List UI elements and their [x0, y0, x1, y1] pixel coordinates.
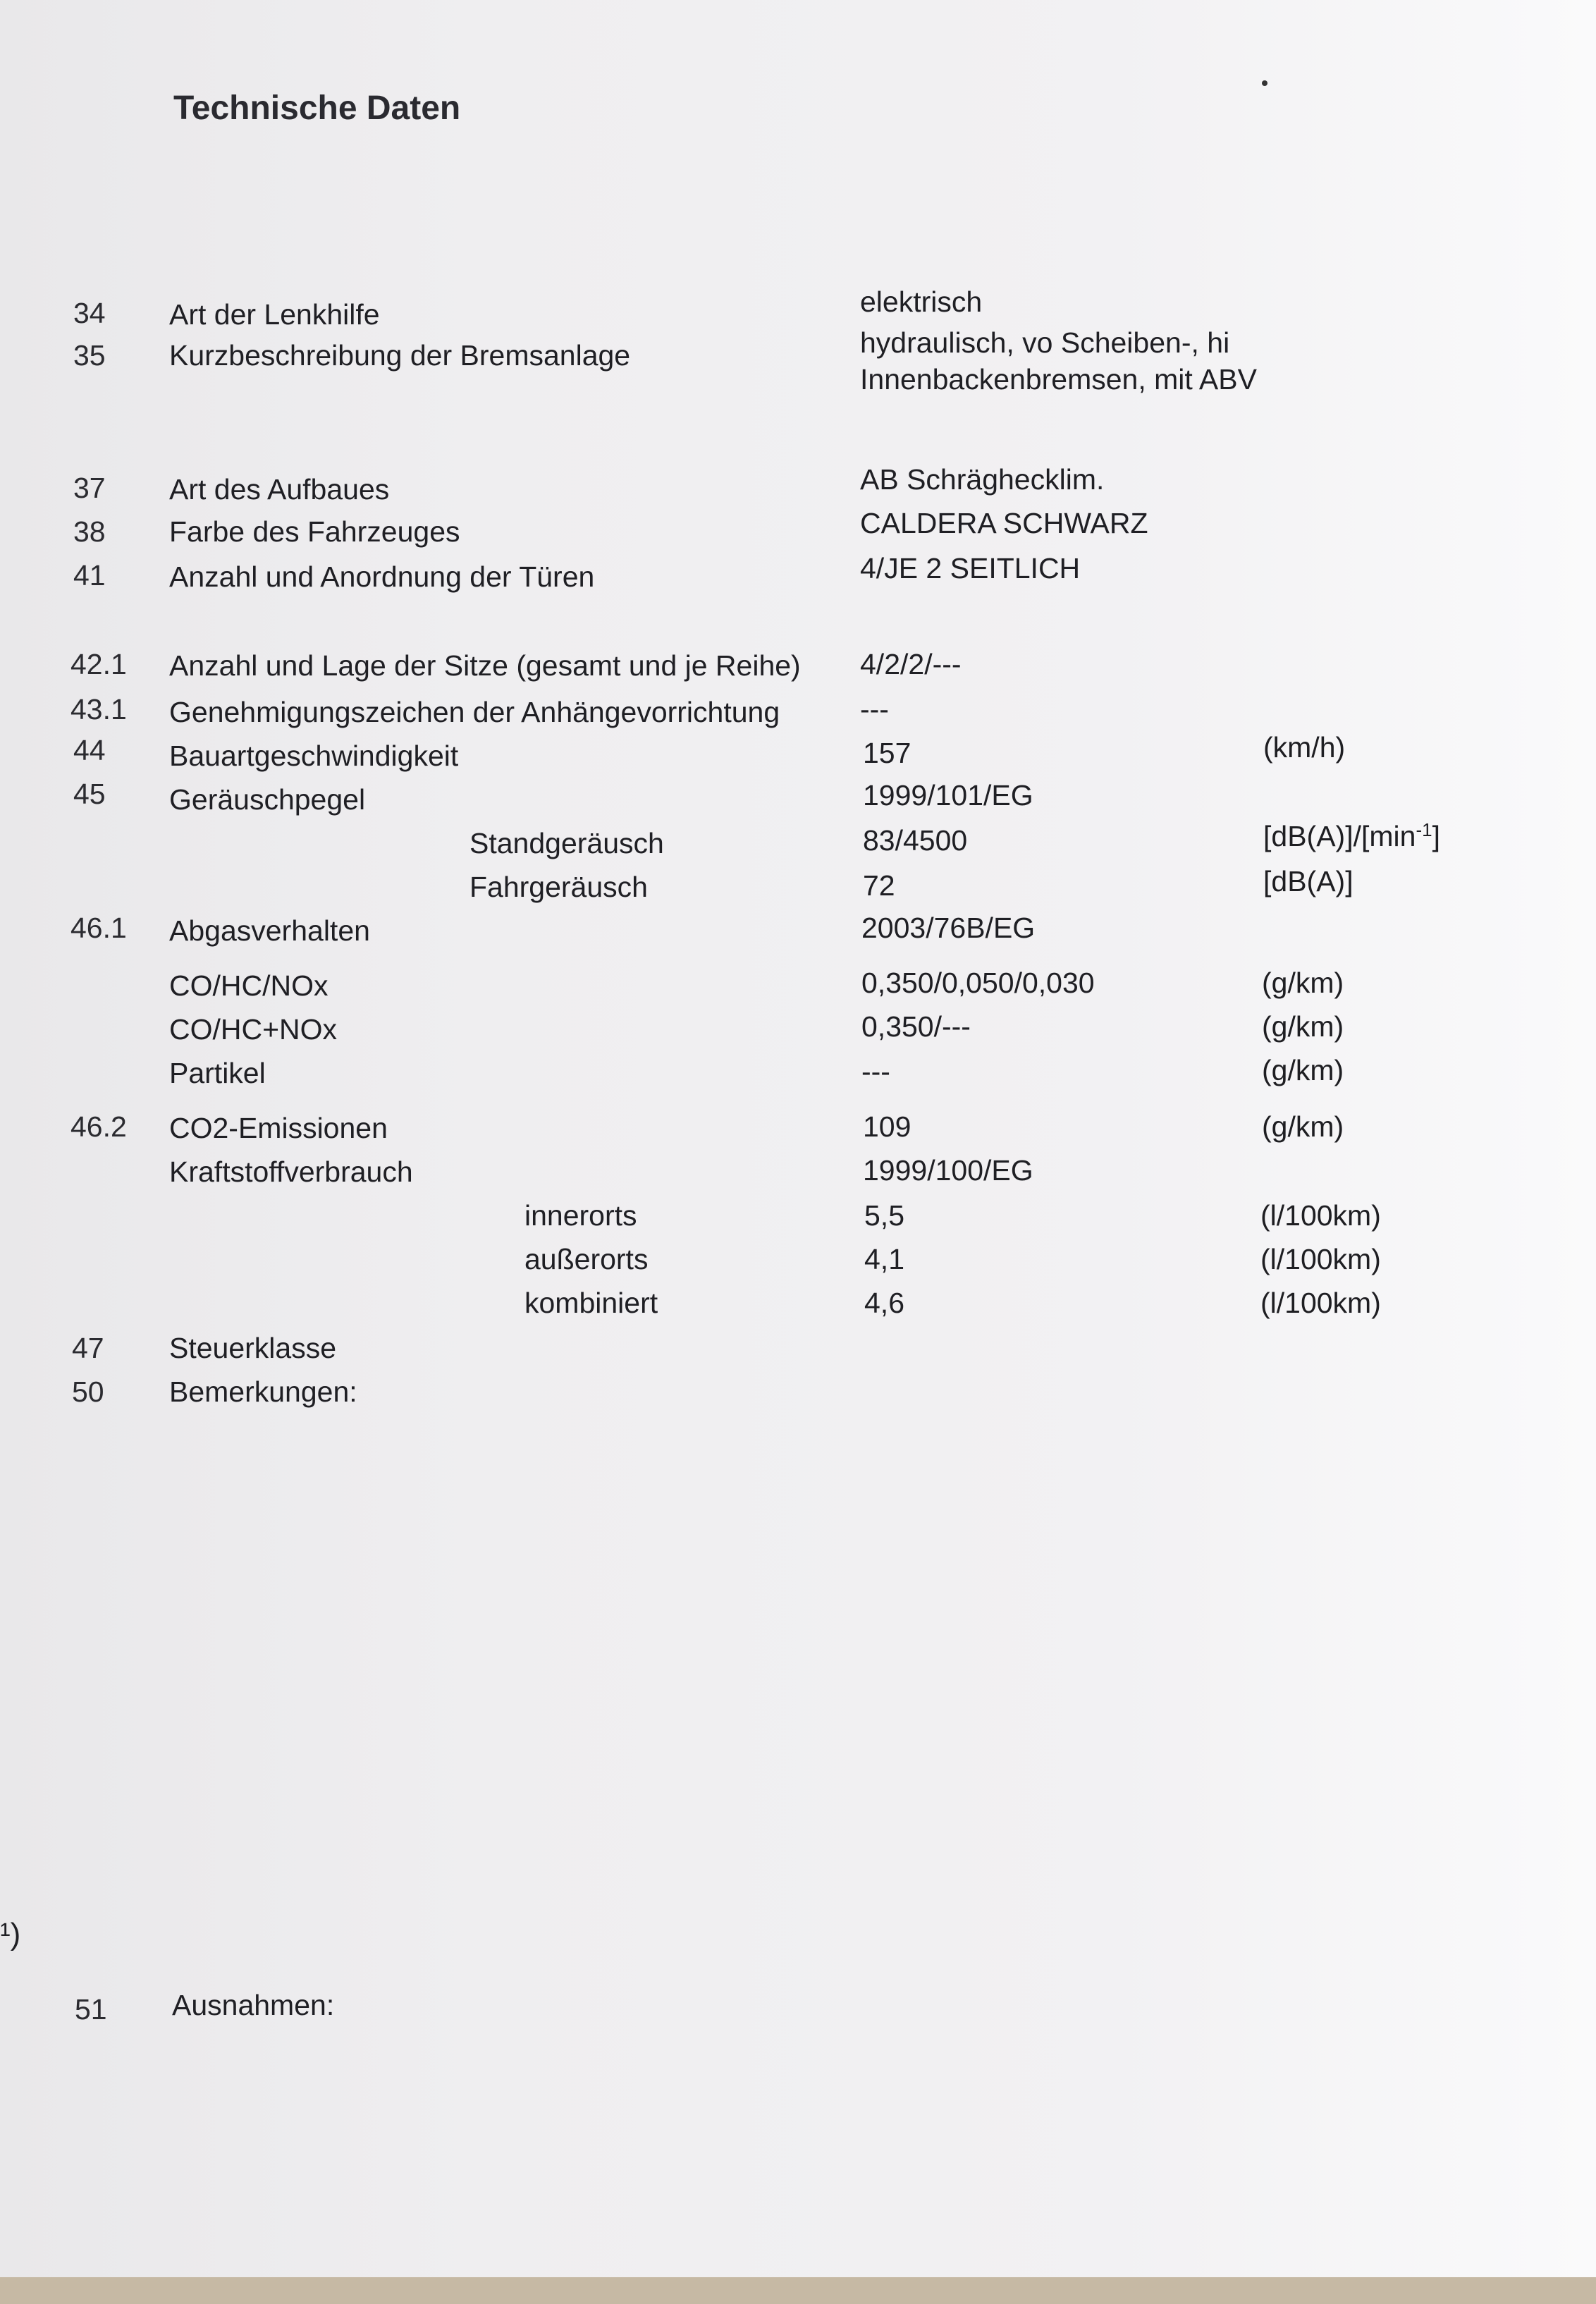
row-label: Art des Aufbaues	[169, 473, 390, 505]
row-label: Ausnahmen:	[172, 1989, 335, 2021]
row-label: CO2-Emissionen	[169, 1112, 388, 1144]
row-label: Kurzbeschreibung der Bremsanlage	[169, 339, 631, 372]
row-unit: (l/100km)	[1260, 1243, 1381, 1275]
row-unit: (km/h)	[1263, 731, 1346, 764]
row-value: AB Schräghecklim.	[860, 463, 1105, 496]
row-number: 46.2	[70, 1110, 127, 1143]
row-value: 0,350/---	[861, 1010, 971, 1043]
row-unit: (g/km)	[1262, 1110, 1344, 1143]
footnote-marker: ¹)	[0, 1917, 21, 1951]
row-value: 1999/101/EG	[863, 779, 1033, 811]
ink-dot	[1262, 80, 1267, 86]
row-number: 38	[73, 515, 106, 548]
desk-surface	[0, 2277, 1596, 2304]
row-value: elektrisch	[860, 286, 983, 318]
row-value: 4,6	[864, 1287, 904, 1319]
row-value: ---	[860, 693, 889, 725]
row-unit: (l/100km)	[1260, 1199, 1381, 1232]
row-value: 5,5	[864, 1199, 904, 1232]
row-number: 41	[73, 559, 106, 592]
row-label: Farbe des Fahrzeuges	[169, 515, 460, 548]
sub-label: CO/HC/NOx	[169, 969, 329, 1002]
row-label: Bemerkungen:	[169, 1375, 357, 1408]
sub-label: Standgeräusch	[469, 827, 664, 859]
row-number: 45	[73, 778, 106, 810]
row-value: 4,1	[864, 1243, 904, 1275]
row-value: ---	[861, 1055, 890, 1088]
row-label: Abgasverhalten	[169, 914, 370, 947]
row-number: 34	[73, 297, 106, 329]
row-value: 4/JE 2 SEITLICH	[860, 552, 1081, 584]
row-number: 44	[73, 734, 106, 766]
row-label: Art der Lenkhilfe	[169, 298, 380, 331]
row-value: 4/2/2/---	[860, 648, 962, 680]
row-label: Genehmigungszeichen der Anhängevorrichtung	[169, 696, 780, 728]
row-value: 0,350/0,050/0,030	[861, 967, 1095, 999]
row-unit: (l/100km)	[1260, 1287, 1381, 1319]
sub-label: innerorts	[524, 1199, 637, 1232]
row-value: hydraulisch, vo Scheiben-, hi	[860, 326, 1230, 359]
row-number: 50	[72, 1375, 104, 1408]
row-label: Geräuschpegel	[169, 783, 366, 816]
row-label: Bauartgeschwindigkeit	[169, 740, 459, 772]
row-number: 42.1	[70, 648, 127, 680]
row-value-continued: Innenbackenbremsen, mit ABV	[860, 363, 1257, 396]
page-title: Technische Daten	[173, 90, 461, 127]
sub-label: CO/HC+NOx	[169, 1013, 338, 1046]
row-number: 35	[73, 339, 106, 372]
row-number: 37	[73, 472, 106, 504]
row-value: CALDERA SCHWARZ	[860, 507, 1148, 539]
row-value: 1999/100/EG	[863, 1154, 1033, 1187]
row-label: Anzahl und Anordnung der Türen	[169, 560, 595, 593]
row-unit: [dB(A)]	[1263, 865, 1353, 897]
sub-label: Fahrgeräusch	[469, 871, 648, 903]
row-number: 43.1	[70, 693, 127, 725]
row-number: 46.1	[70, 912, 127, 944]
row-unit: (g/km)	[1262, 1010, 1344, 1043]
row-value: 109	[863, 1110, 911, 1143]
sub-label: kombiniert	[524, 1287, 658, 1319]
row-number: 47	[72, 1332, 104, 1364]
row-value: 83/4500	[863, 824, 968, 857]
row-number: 51	[75, 1993, 107, 2026]
row-unit: $[dB(A)]/[\min^{-1}]$	[1263, 819, 1440, 852]
row-value: 72	[863, 869, 895, 902]
row-value: 2003/76B/EG	[861, 912, 1036, 944]
row-unit: (g/km)	[1262, 967, 1344, 999]
row-value: 157	[863, 737, 911, 769]
row-label: Steuerklasse	[169, 1332, 337, 1364]
row-unit: (g/km)	[1262, 1054, 1344, 1086]
sub-label: Kraftstoffverbrauch	[169, 1156, 413, 1188]
sub-label: Partikel	[169, 1057, 266, 1089]
row-label: Anzahl und Lage der Sitze (gesamt und je Reihe)	[169, 649, 801, 682]
sub-label: außerorts	[524, 1243, 649, 1275]
